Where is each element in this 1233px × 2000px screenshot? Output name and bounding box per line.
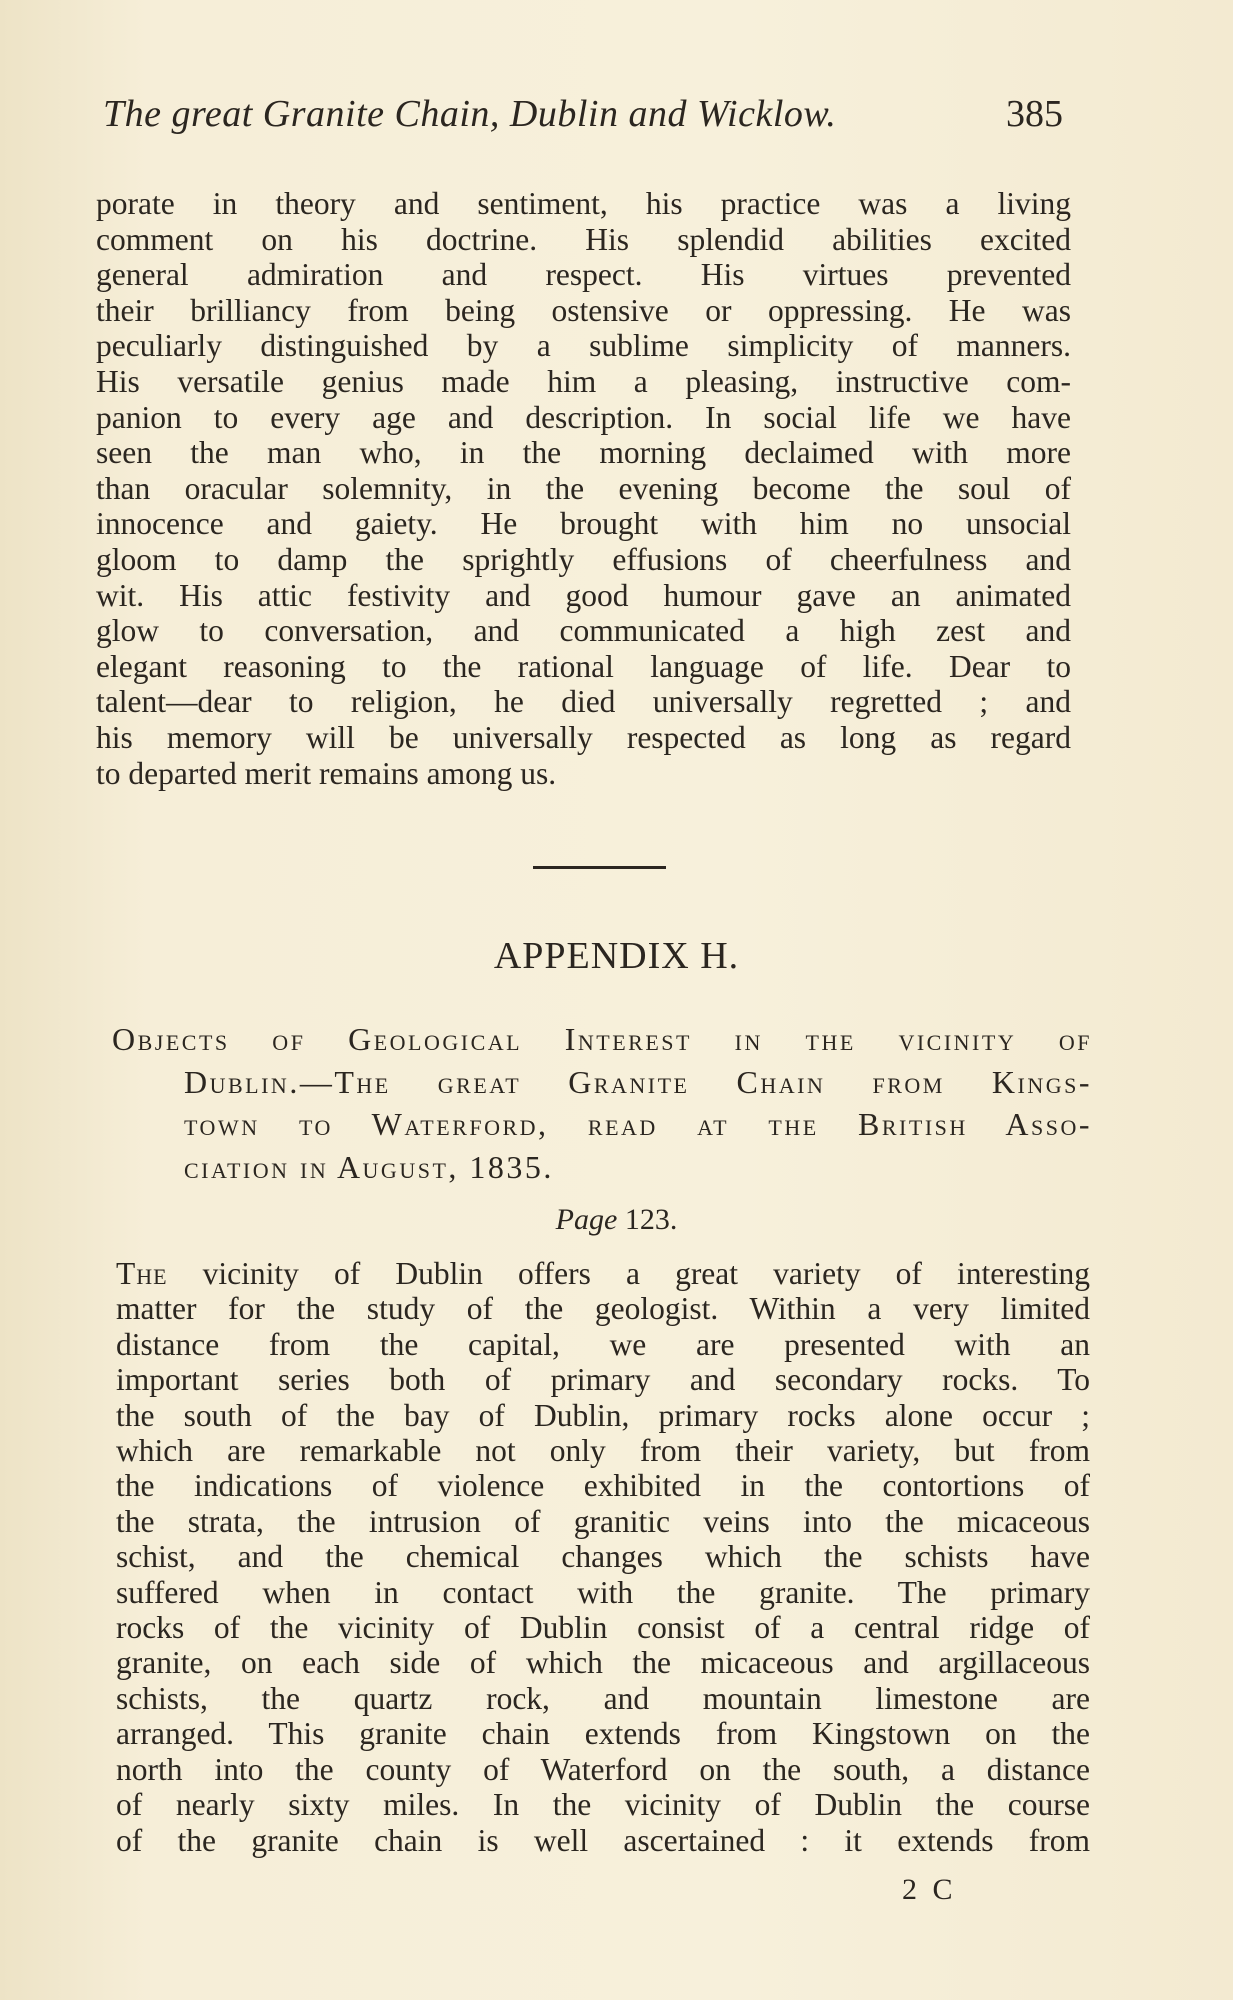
paragraph-line: the strata, the intrusion of granitic veins into the micaceous xyxy=(116,1503,1090,1539)
paragraph-line: their brilliancy from being ostensive or oppressing. He was xyxy=(96,292,1071,328)
paragraph-line: matter for the study of the geologist. Within a very limited xyxy=(116,1291,1090,1327)
paragraph-line: to departed merit remains among us. xyxy=(96,755,557,791)
page-reference-label: Page xyxy=(555,1203,618,1236)
section-divider-rule xyxy=(533,866,666,869)
paragraph-line: distance from the capital, we are presented with an xyxy=(116,1326,1090,1362)
paragraph-line: porate in theory and sentiment, his practice was a living xyxy=(96,186,1071,221)
paragraph-line: than oracular solemnity, in the evening become the soul of xyxy=(96,470,1071,506)
paragraph-line xyxy=(116,1256,1090,1291)
appendix-heading: APPENDIX H. xyxy=(493,935,740,977)
paragraph-line: rocks of the vicinity of Dublin consist of a central ridge of xyxy=(116,1610,1090,1646)
paragraph-line: north into the county of Waterford on the south, a distance xyxy=(116,1751,1090,1787)
paragraph-line: elegant reasoning to the rational language of life. Dear to xyxy=(96,648,1071,684)
paragraph-line: important series both of primary and secondary rocks. To xyxy=(116,1362,1090,1398)
paragraph-line: of nearly sixty miles. In the vicinity of Dublin the course xyxy=(116,1787,1090,1823)
section-title-line: Objects of Geological Interest in the vicinity of xyxy=(112,1021,1092,1057)
paragraph-line: panion to every age and description. In social life we have xyxy=(96,399,1071,435)
signature-mark: 2 C xyxy=(902,1873,957,1906)
paragraph-line: suffered when in contact with the granite. The primary xyxy=(116,1574,1090,1610)
paragraph-line: talent—dear to religion, he died universally regretted ; and xyxy=(96,684,1071,720)
paragraph-line: arranged. This granite chain extends from Kingstown on the xyxy=(116,1716,1090,1752)
paragraph-line: general admiration and respect. His virtues prevented xyxy=(96,257,1071,293)
section-title-line: town to Waterford, read at the British Asso- xyxy=(184,1106,1092,1142)
paragraph-continuation xyxy=(96,186,1071,791)
paragraph-appendix-body xyxy=(116,1256,1090,1858)
paragraph-line: glow to conversation, and communicated a high zest and xyxy=(96,613,1071,649)
paragraph-line: the indications of violence exhibited in the contortions of xyxy=(116,1468,1090,1504)
page-number: 385 xyxy=(1006,93,1063,135)
section-title xyxy=(112,1018,1092,1188)
first-line-rest: vicinity of Dublin offers a great variety of interesting xyxy=(167,1256,1090,1291)
running-head xyxy=(103,92,1063,144)
paragraph-line: comment on his doctrine. His splendid abilities excited xyxy=(96,221,1071,257)
paragraph-line: gloom to damp the sprightly effusions of cheerfulness and xyxy=(96,541,1071,577)
page-reference xyxy=(0,1203,1233,1237)
paragraph-line: of the granite chain is well ascertained : it extends from xyxy=(116,1822,1090,1858)
paragraph-line: granite, on each side of which the micaceous and argillaceous xyxy=(116,1645,1090,1681)
paragraph-line: schists, the quartz rock, and mountain limestone are xyxy=(116,1680,1090,1716)
paragraph-line: wit. His attic festivity and good humour gave an animated xyxy=(96,577,1071,613)
paragraph-line: seen the man who, in the morning declaimed with more xyxy=(96,435,1071,471)
section-title-line: Dublin.—The great Granite Chain from Kings- xyxy=(184,1063,1092,1100)
paragraph-line: peculiarly distinguished by a sublime simplicity of manners. xyxy=(96,328,1071,364)
paragraph-line: innocence and gaiety. He brought with him no unsocial xyxy=(96,506,1071,542)
paragraph-line: which are remarkable not only from their variety, but from xyxy=(116,1433,1090,1469)
section-title-line: ciation in August, 1835. xyxy=(184,1148,554,1185)
lead-word: The xyxy=(116,1256,168,1291)
paragraph-line: the south of the bay of Dublin, primary rocks alone occur ; xyxy=(116,1397,1090,1433)
paragraph-line: his memory will be universally respected as long as regard xyxy=(96,719,1071,755)
paragraph-line: schist, and the chemical changes which the schists have xyxy=(116,1539,1090,1575)
running-head-title: The great Granite Chain, Dublin and Wicklow. xyxy=(103,93,837,135)
paragraph-line: His versatile genius made him a pleasing, instructive com- xyxy=(96,363,1071,399)
page-reference-number: 123. xyxy=(624,1203,678,1236)
